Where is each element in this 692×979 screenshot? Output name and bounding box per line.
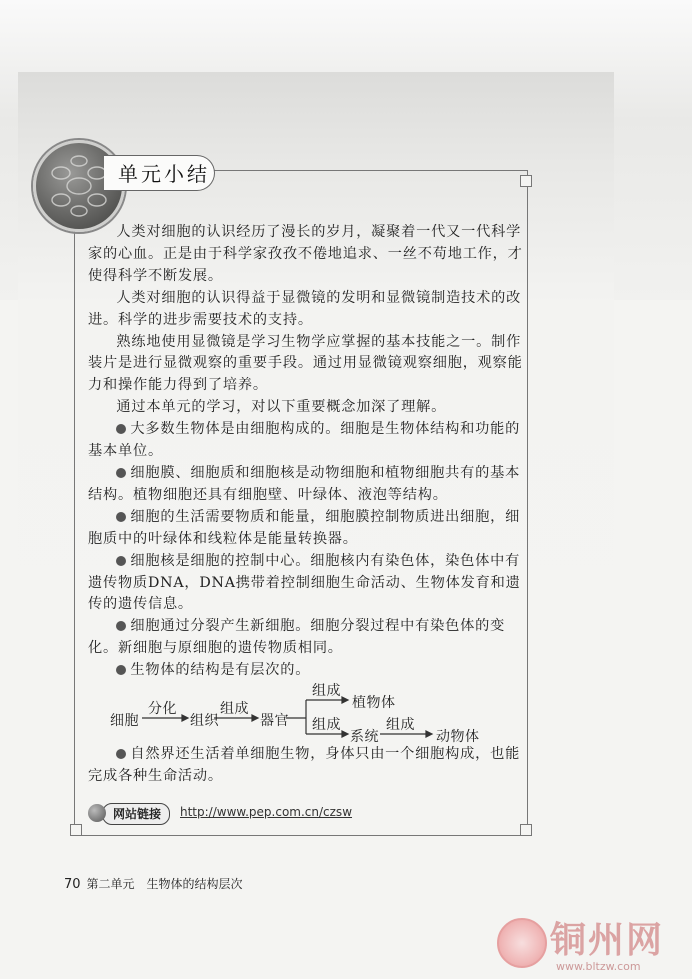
watermark-name: 铜州网 xyxy=(550,920,665,961)
watermark-url: www.bltzw.com xyxy=(556,960,641,973)
paragraph: 人类对细胞的认识经历了漫长的岁月，凝聚着一代又一代科学家的心血。正是由于科学家孜孜不倦地追求、一丝不苟地工作，才使得科学不断发展。 xyxy=(88,224,523,284)
concept-bullet: 细胞的生活需要物质和能量，细胞膜控制物质进出细胞，细胞质中的叶绿体和线粒体是能量转换器。 xyxy=(88,507,528,551)
diagram-node-cell: 细胞 xyxy=(110,713,139,729)
website-link-badge: 网站链接 xyxy=(102,803,170,825)
diagram-arrow-label: 组成 xyxy=(312,717,341,733)
frame-corner-ornament xyxy=(70,824,82,836)
diagram-arrow-label: 组成 xyxy=(386,717,415,733)
concept-bullet: 自然界还生活着单细胞生物，身体只由一个细胞构成，也能完成各种生命活动。 xyxy=(88,744,528,788)
watermark-logo-icon xyxy=(497,918,547,968)
structure-hierarchy-diagram xyxy=(110,680,510,750)
diagram-node-tissue: 组织 xyxy=(190,713,219,729)
diagram-node-animal: 动物体 xyxy=(436,729,480,745)
diagram-node-system: 系统 xyxy=(350,729,379,745)
frame-corner-ornament xyxy=(520,175,532,187)
diagram-arrow-label: 组成 xyxy=(312,683,341,699)
concept-bullet: 细胞膜、细胞质和细胞核是动物细胞和植物细胞共有的基本结构。植物细胞还具有细胞壁、叶绿体、液泡等结构。 xyxy=(88,463,528,507)
running-footer-text: 第二单元 生物体的结构层次 xyxy=(86,877,243,891)
globe-icon xyxy=(88,804,106,822)
concept-bullet: 生物体的结构是有层次的。 xyxy=(88,660,528,682)
diagram-node-organ: 器官 xyxy=(260,713,289,729)
section-title: 单元小结 xyxy=(118,162,210,186)
frame-corner-ornament xyxy=(520,824,532,836)
concept-bullet: 细胞通过分裂产生新细胞。细胞分裂过程中有染色体的变化。新细胞与原细胞的遗传物质相同。 xyxy=(88,616,528,660)
page-footer xyxy=(64,875,243,892)
diagram-arrow-label: 分化 xyxy=(148,701,177,717)
paragraph: 熟练地使用显微镜是学习生物学应掌握的基本技能之一。制作装片是进行显微观察的重要手段。通过用显微镜观察细胞，观察能力和操作能力得到了培养。 xyxy=(88,333,523,394)
paragraph: 通过本单元的学习，对以下重要概念加深了理解。 xyxy=(116,399,447,416)
concept-bullet: 大多数生物体是由细胞构成的。细胞是生物体结构和功能的基本单位。 xyxy=(88,419,528,463)
summary-text xyxy=(88,222,528,682)
website-url-link[interactable]: http://www.pep.com.cn/czsw xyxy=(180,805,353,819)
concept-bullet: 细胞核是细胞的控制中心。细胞核内有染色体，染色体中有遗传物质DNA，DNA携带着控制细胞生命活动、生物体发育和遗传的遗传信息。 xyxy=(88,551,528,617)
summary-text-end xyxy=(88,744,528,788)
diagram-node-plant: 植物体 xyxy=(352,695,396,711)
paragraph: 人类对细胞的认识得益于显微镜的发明和显微镜制造技术的改进。科学的进步需要技术的支持。 xyxy=(88,289,522,328)
diagram-arrow-label: 组成 xyxy=(220,701,249,717)
page-number: 70 xyxy=(64,877,81,892)
